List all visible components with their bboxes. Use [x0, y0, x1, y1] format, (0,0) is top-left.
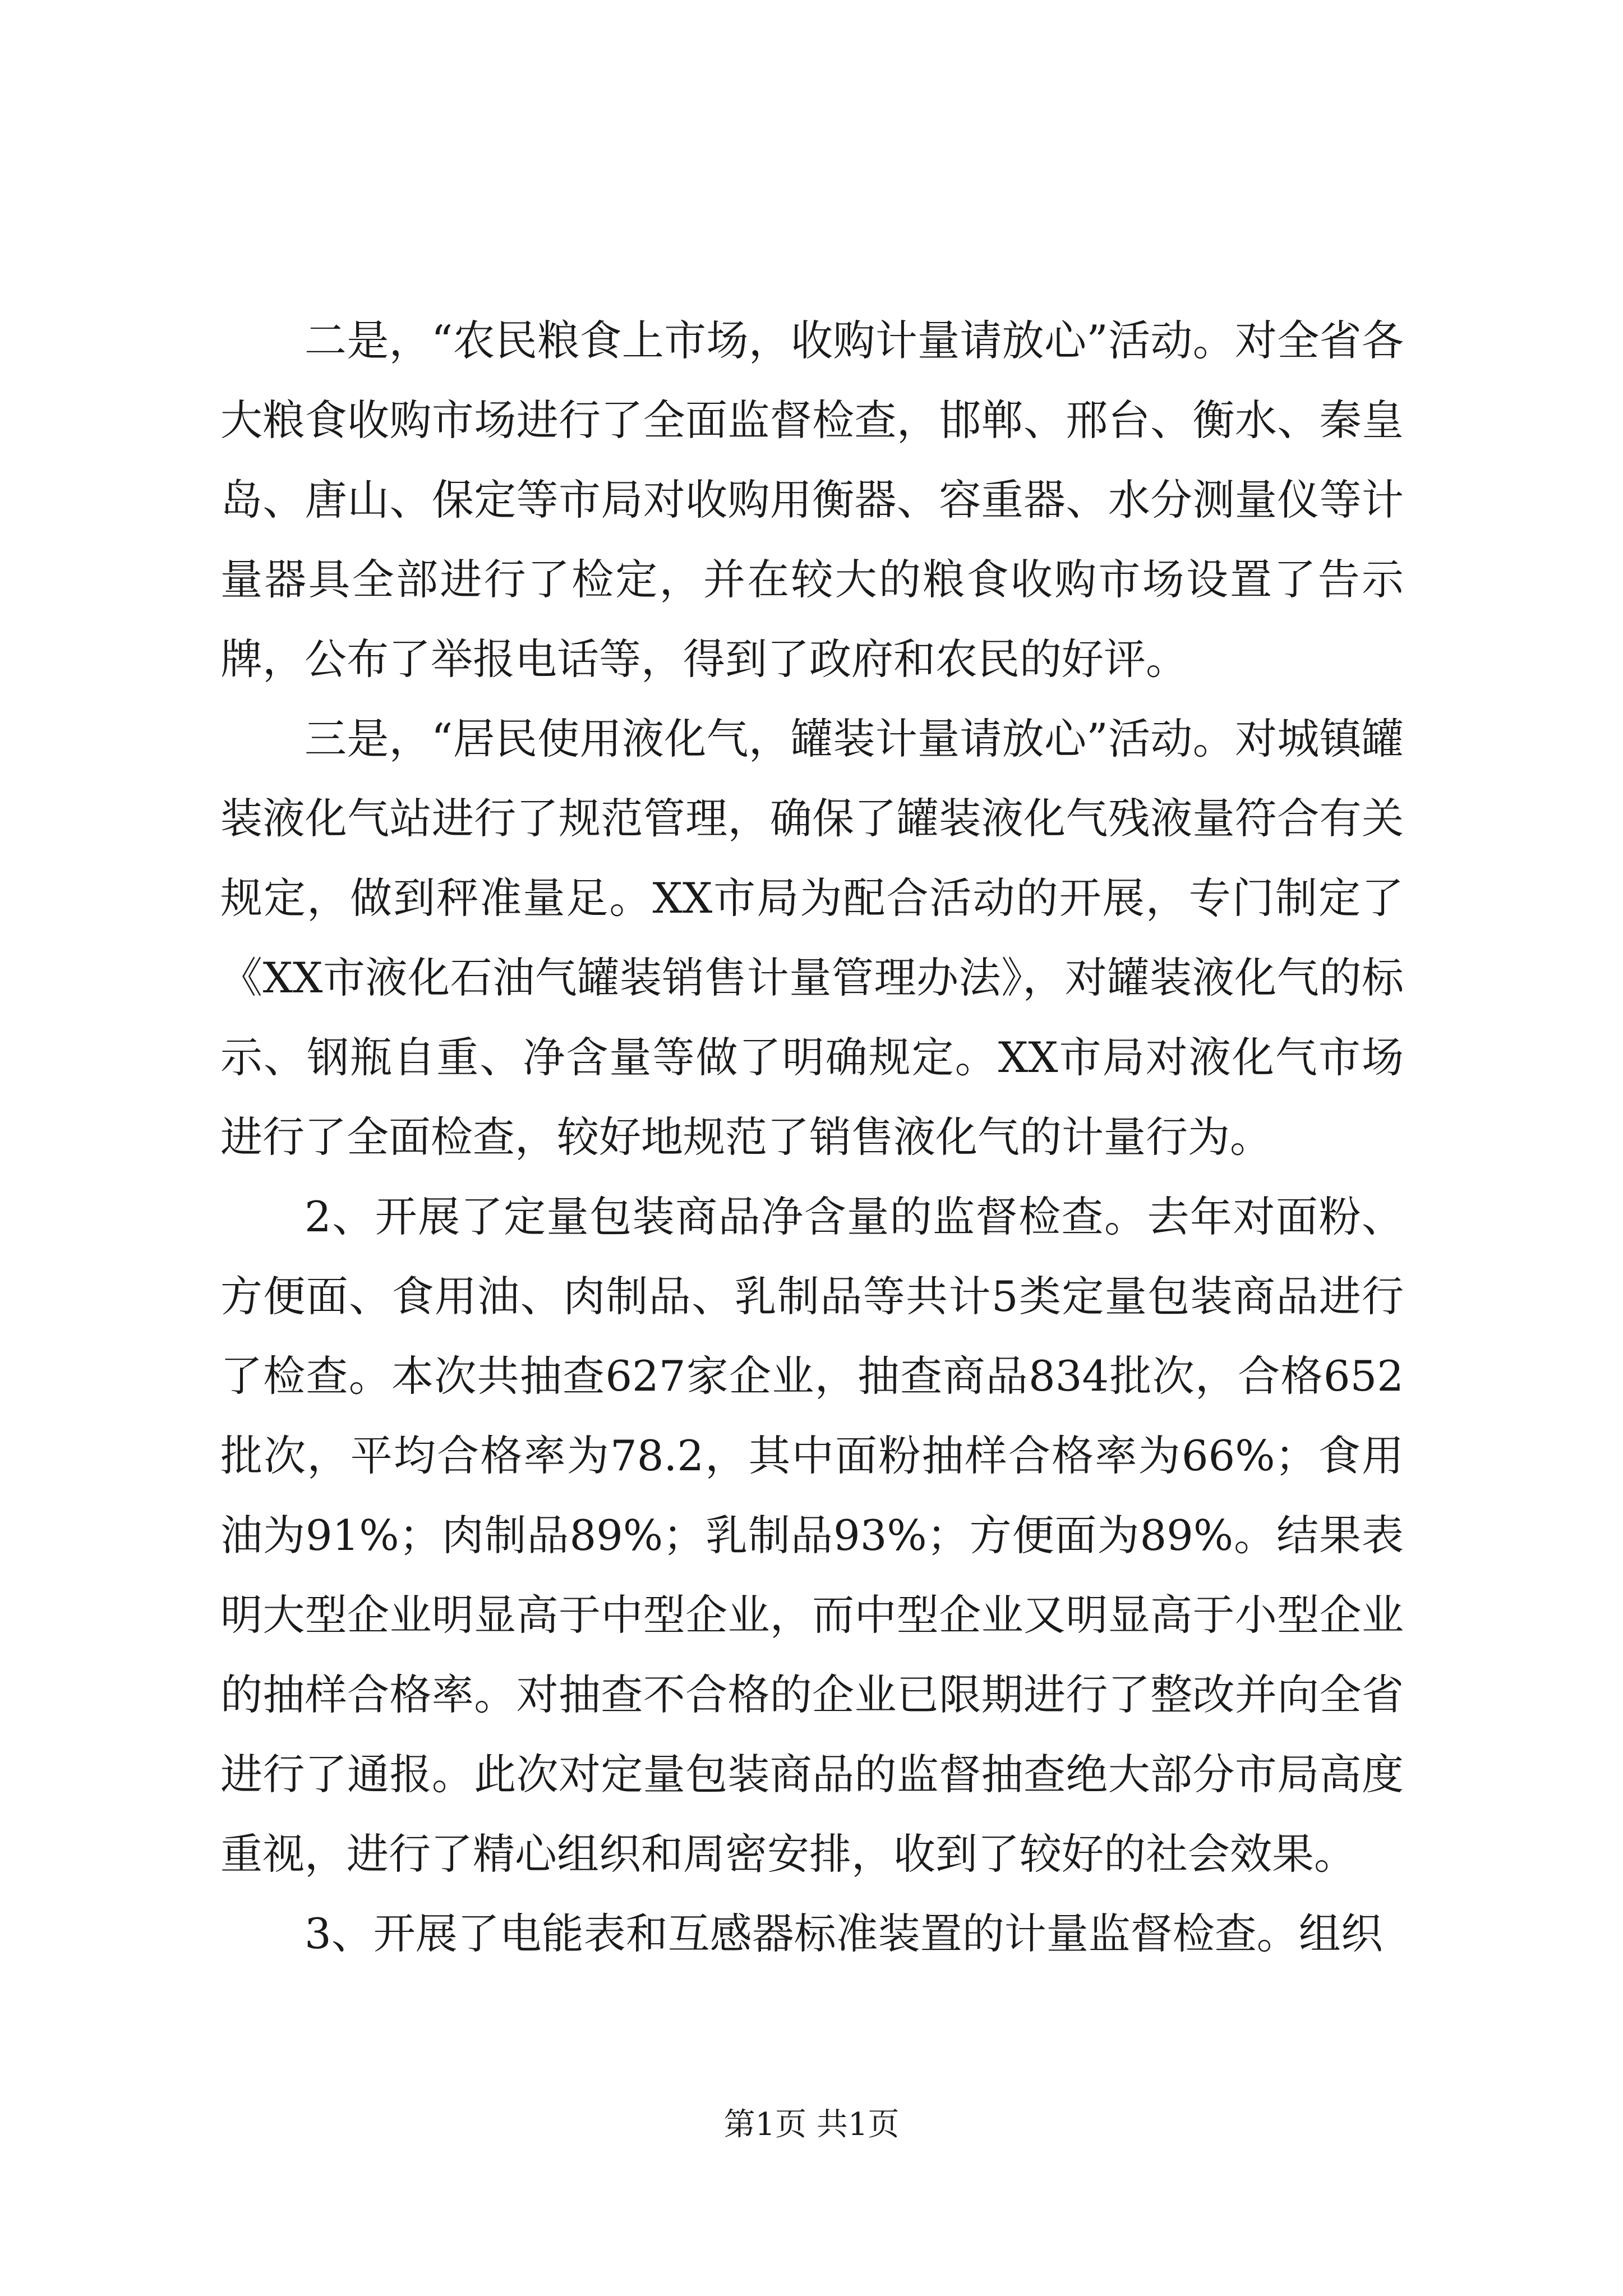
paragraph-lpg-filling: 三是，“居民使用液化气，罐装计量请放心”活动。对城镇罐装液化气站进行了规范管理，确保了罐装液化气残液量符合有关规定，做到秤准量足。XX市局为配合活动的开展，专门制定了《XX市液化石油气罐装销售计量管理办法》，对罐装液化气的标示、钢瓶自重、净含量等做了明确规定。XX市局对液化气市场进行了全面检查，较好地规范了销售液化气的计量行为。	[220, 714, 1404, 1162]
paragraph-packaged-goods-inspection: 2、开展了定量包装商品净含量的监督检查。去年对面粉、方便面、食用油、肉制品、乳制品等共计5类定量包装商品进行了检查。本次共抽查627家企业，抽查商品834批次，合格652批次，平均合格率为78.2，其中面粉抽样合格率为66%；食用油为91%；肉制品89%；乳制品93%；方便面为89%。结果表明大型企业明显高于中型企业，而中型企业又明显高于小型企业的抽样合格率。对抽查不合格的企业已限期进行了整改并向全省进行了通报。此次对定量包装商品的监督抽查绝大部分市局高度重视，进行了精心组织和周密安排，收到了较好的社会效果。	[220, 1192, 1404, 1879]
paragraph-meter-inspection: 3、开展了电能表和互感器标准装置的计量监督检查。组织	[305, 1909, 1383, 1958]
page-footer: 第1页 共1页	[723, 2106, 900, 2143]
body-text	[220, 301, 1404, 1973]
paragraph-grain-purchase: 二是，“农民粮食上市场，收购计量请放心”活动。对全省各大粮食收购市场进行了全面监督检查，邯郸、邢台、衡水、秦皇岛、唐山、保定等市局对收购用衡器、容重器、水分测量仪等计量器具全部进行了检定，并在较大的粮食收购市场设置了告示牌，公布了举报电话等，得到了政府和农民的好评。	[220, 316, 1404, 684]
